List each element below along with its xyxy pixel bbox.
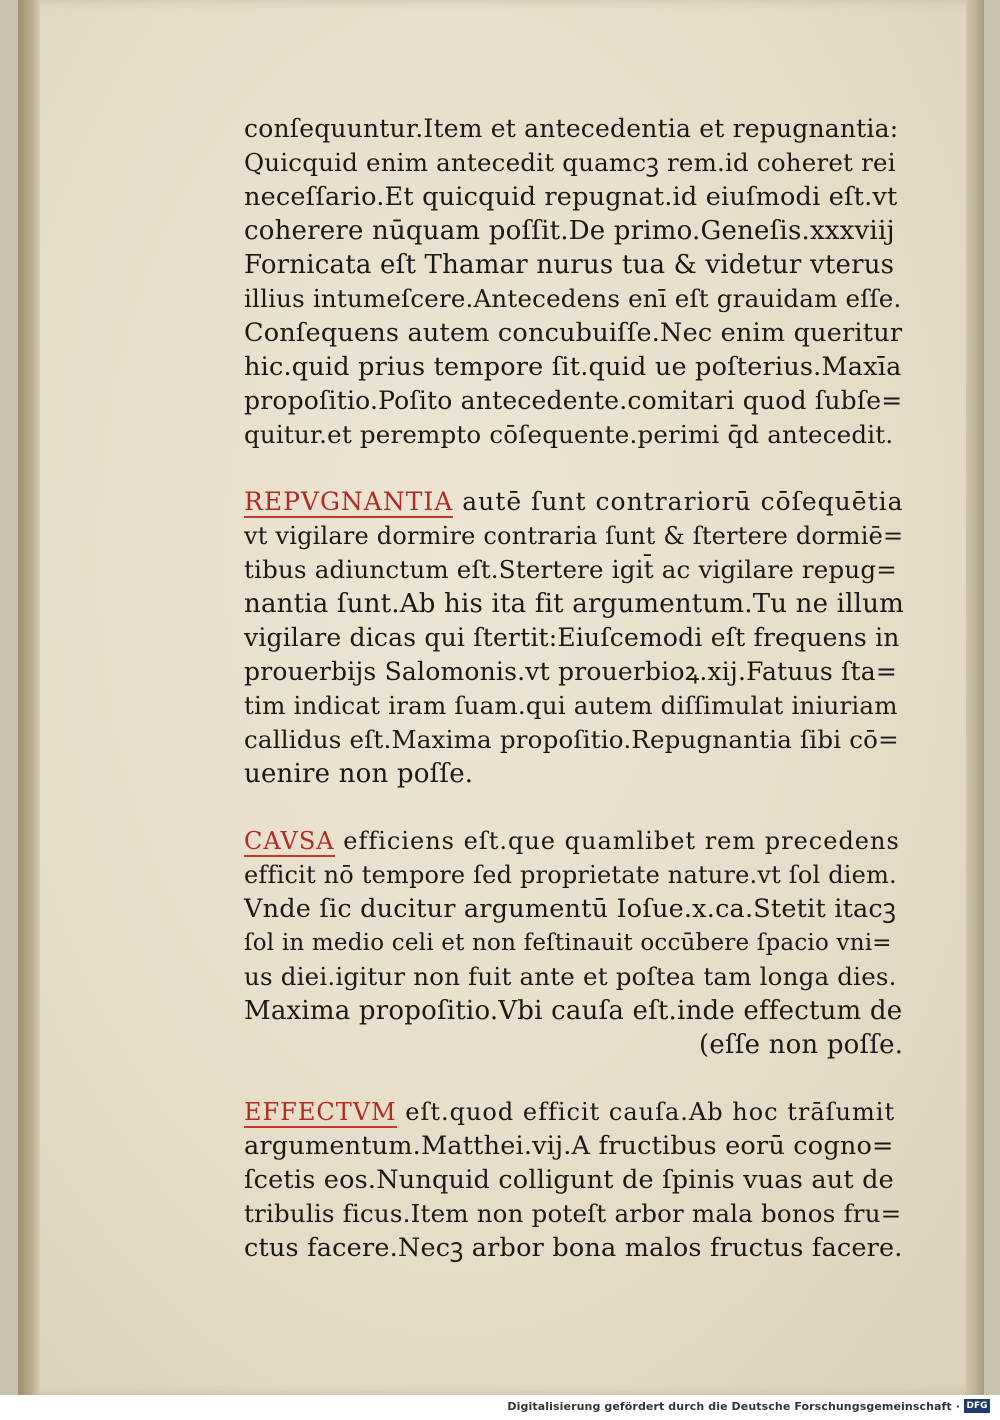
paragraph-effectum	[244, 1095, 904, 1265]
text-line: tim indicat iram ſuam.qui autem diſſimulat iniuriam	[244, 691, 898, 720]
text-line: Vnde ſic ducitur argumentū Ioſue.x.ca.Stetit itacꝫ	[244, 894, 897, 924]
text-line: vigilare dicas qui ſtertit:Eiuſcemodi eſt frequens in	[244, 623, 900, 652]
text-line: ſcetis eos.Nunquid colligunt de ſpinis vuas aut de	[244, 1165, 894, 1195]
text-line: argumentum.Matthei.vij.A fructibus eorū cogno=	[244, 1131, 894, 1161]
rubricated-heading-word: REPVGNANTIA	[244, 487, 454, 516]
text-line: hic.quid prius tempore ſit.quid ue poſterius.Maxīa	[244, 352, 902, 382]
paragraph-antecedentia	[244, 112, 904, 452]
text-line: conſequuntur.Item et antecedentia et repugnantia:	[244, 114, 899, 143]
page-fore-edge	[966, 0, 984, 1395]
text-line: tribulis ficus.Item non poteſt arbor mala bonos fru=	[244, 1199, 902, 1228]
text-line-heading: REPVGNANTIA autē ſunt contrariorū cōſequētia	[244, 487, 904, 516]
text-line: ſol in medio celi et non feſtinauit occūbere ſpacio vni=	[244, 930, 892, 956]
paragraph-repugnantia	[244, 485, 904, 791]
text-line: illius intumeſcere.Antecedens enī eſt grauidam eſſe.	[244, 284, 902, 313]
paragraph-causa	[244, 824, 904, 1062]
text-block	[244, 112, 904, 1298]
book-page	[18, 0, 984, 1395]
rubricated-heading-word: EFFECTVM	[244, 1098, 397, 1126]
text-line: Quicquid enim antecedit quamcꝫ rem.id coheret rei	[244, 148, 896, 177]
text-line: (eſſe non poſſe.	[699, 1030, 904, 1060]
text-line: ctus facere.Necꝫ arbor bona malos fructus facere.	[244, 1233, 903, 1263]
text-line: neceſſario.Et quicquid repugnat.id eiuſmodi eſt.vt	[244, 182, 898, 212]
page-gutter	[18, 0, 40, 1395]
digitization-footer	[0, 1395, 1000, 1420]
text-line: efficit nō tempore ſed proprietate nature.vt ſol diem.	[244, 861, 897, 889]
rubricated-heading-word: CAVSA	[244, 827, 335, 855]
text-line: prouerbijs Salomonis.vt prouerbioꝝ.xij.Fatuus ſta=	[244, 657, 898, 686]
text-line: propoſitio.Poſito antecedente.comitari quod ſubſe=	[244, 386, 903, 415]
text-line: Conſequens autem concubuiſſe.Nec enim queritur	[244, 318, 903, 348]
footer-credit: Digitalisierung gefördert durch die Deutsche Forschungsgemeinschaft ·	[507, 1400, 960, 1413]
faint-bleedthrough-mark	[126, 82, 170, 112]
text-line: vt vigilare dormire contraria ſunt & ſtertere dormiē=	[244, 522, 904, 550]
text-line: Fornicata eſt Thamar nurus tua & videtur vterus	[244, 250, 895, 280]
text-line-heading: EFFECTVM eſt.quod efficit cauſa.Ab hoc trāſumit	[244, 1098, 896, 1126]
text-line: coherere nūquam poſſit.De primo.Geneſis.xxxviij	[244, 216, 895, 246]
text-line: tibus adiunctum eſt.Stertere igit̄ ac vigilare repug=	[244, 555, 897, 584]
text-line-heading: CAVSA efficiens eſt.que quamlibet rem precedens	[244, 827, 900, 855]
text-line: callidus eſt.Maxima propoſitio.Repugnantia ſibi cō=	[244, 725, 899, 754]
text-line: uenire non poſſe.	[244, 759, 474, 789]
text-line: Maxima propoſitio.Vbi cauſa eſt.inde effectum de	[244, 996, 903, 1026]
dfg-logo: DFG	[964, 1399, 990, 1413]
text-line: quitur.et perempto cōſequente.perimi q̄d antecedit.	[244, 420, 894, 449]
text-line: us diei.igitur non fuit ante et poſtea tam longa dies.	[244, 962, 897, 991]
text-line: nantia ſunt.Ab his ita fit argumentum.Tu ne illum	[244, 589, 904, 619]
